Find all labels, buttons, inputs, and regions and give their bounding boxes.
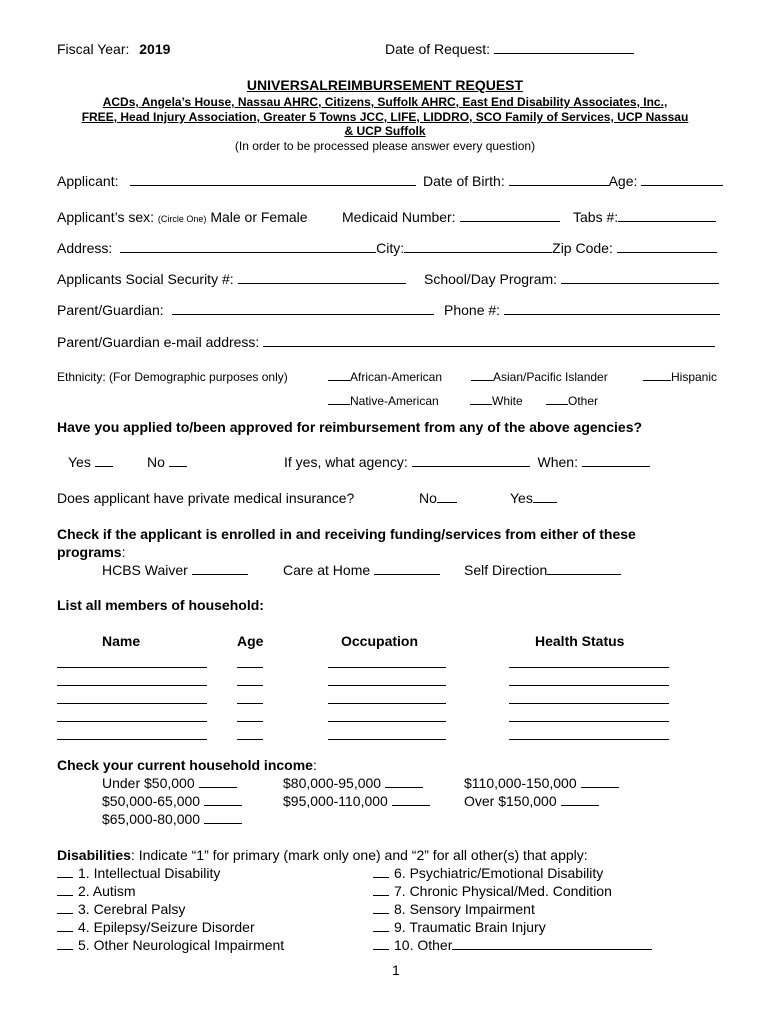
agency-label: If yes, what agency:	[284, 454, 408, 470]
phone-field[interactable]	[504, 314, 720, 315]
program-care-at-home[interactable]: Care at Home	[283, 562, 440, 578]
tabs-field[interactable]	[618, 221, 716, 222]
disability-option[interactable]	[373, 901, 535, 917]
applicant-field[interactable]	[130, 185, 416, 186]
income-option-65000-80000[interactable]: $65,000-80,000	[102, 811, 242, 827]
fiscal-year	[57, 41, 170, 57]
ethnicity-option-other[interactable]: Other	[546, 394, 598, 408]
school-row	[424, 271, 719, 287]
column-age: Age	[237, 633, 264, 649]
column-name: Name	[102, 633, 141, 649]
disability-other-field[interactable]	[452, 949, 652, 950]
ethnicity-option-asian[interactable]: Asian/Pacific Islander	[471, 370, 608, 384]
disability-option[interactable]	[57, 883, 136, 899]
phone-row	[444, 302, 720, 318]
disability-mark-field[interactable]	[373, 895, 389, 896]
income-option-110000-150000[interactable]: $110,000-150,000	[464, 775, 619, 791]
guardian-row	[57, 302, 434, 318]
household-health-status-field[interactable]	[509, 695, 669, 704]
agency-row	[284, 454, 650, 470]
guardian-email-field[interactable]	[263, 346, 715, 347]
household-occupation-field[interactable]	[328, 677, 446, 686]
zip-field[interactable]	[617, 252, 717, 253]
disability-option[interactable]	[373, 865, 603, 881]
household-name-field[interactable]	[57, 659, 207, 668]
disability-mark-field[interactable]	[57, 949, 73, 950]
disability-mark-field[interactable]	[57, 895, 73, 896]
ethnicity-option-hispanic[interactable]: Hispanic	[643, 370, 717, 384]
tabs-label: Tabs #:	[573, 209, 619, 225]
page-number: 1	[392, 962, 400, 978]
guardian-field[interactable]	[172, 314, 434, 315]
disability-option[interactable]	[373, 919, 546, 935]
disability-option[interactable]	[373, 937, 652, 953]
zip-label: Zip Code:	[552, 240, 613, 256]
medicaid-row	[342, 209, 560, 225]
income-heading: Check your current household income:	[57, 757, 317, 773]
sex-label: Applicant’s sex:	[57, 209, 155, 225]
applicant-label: Applicant:	[57, 173, 119, 189]
address-label: Address:	[57, 240, 113, 256]
instruction-text: (In order to be processed please answer every question)	[234, 139, 536, 153]
age-label: Age:	[608, 173, 638, 189]
ethnicity-label: Ethnicity: (For Demographic purposes only)	[57, 370, 288, 384]
disability-option[interactable]	[57, 937, 284, 953]
form-title: UNIVERSALREIMBURSEMENT REQUEST	[246, 77, 524, 93]
disabilities-heading: Disabilities: Indicate “1” for primary (mark only one) and “2” for all other(s) that apply:	[57, 847, 588, 863]
date-of-request-field[interactable]	[494, 53, 634, 54]
household-age-field[interactable]	[237, 731, 263, 740]
dob-field[interactable]	[509, 185, 609, 186]
medicaid-field[interactable]	[460, 221, 560, 222]
medicaid-label: Medicaid Number:	[342, 209, 456, 225]
disability-mark-field[interactable]	[373, 931, 389, 932]
applicant-row	[57, 173, 416, 189]
column-occupation: Occupation	[341, 633, 419, 649]
disability-option[interactable]	[57, 865, 220, 881]
household-occupation-field[interactable]	[328, 713, 446, 722]
disability-mark-field[interactable]	[57, 877, 73, 878]
sex-options[interactable]: Male or Female	[210, 209, 308, 225]
reimbursement-no[interactable]: No	[147, 454, 187, 470]
ethnicity-option-white[interactable]: White	[470, 394, 523, 408]
disability-label: 2. Autism	[78, 883, 136, 899]
disability-label: 3. Cerebral Palsy	[78, 901, 186, 917]
household-occupation-field[interactable]	[328, 659, 446, 668]
disability-label: 8. Sensory Impairment	[394, 901, 535, 917]
household-name-field[interactable]	[57, 677, 207, 686]
income-option-50000-65000[interactable]: $50,000-65,000	[102, 793, 242, 809]
address-field[interactable]	[120, 252, 376, 253]
disability-mark-field[interactable]	[57, 913, 73, 914]
disability-label: 7. Chronic Physical/Med. Condition	[394, 883, 612, 899]
phone-label: Phone #:	[444, 302, 501, 318]
ethnicity-option-native-american[interactable]: Native-American	[328, 394, 439, 408]
city-field[interactable]	[404, 252, 552, 253]
disability-label: 5. Other Neurological Impairment	[78, 937, 285, 953]
date-of-request-label: Date of Request:	[385, 41, 491, 57]
disability-mark-field[interactable]	[373, 913, 389, 914]
household-health-status-field[interactable]	[509, 659, 669, 668]
guardian-email-row	[57, 334, 715, 350]
agency-field[interactable]	[412, 466, 530, 467]
fiscal-year-label: Fiscal Year:	[57, 41, 130, 57]
guardian-label: Parent/Guardian:	[57, 302, 164, 318]
household-occupation-field[interactable]	[328, 695, 446, 704]
disability-mark-field[interactable]	[373, 877, 389, 878]
guardian-email-label: Parent/Guardian e-mail address:	[57, 334, 260, 350]
household-name-field[interactable]	[57, 731, 207, 740]
fiscal-year-value: 2019	[139, 41, 171, 57]
school-field[interactable]	[561, 283, 719, 284]
disability-label: 9. Traumatic Brain Injury	[394, 919, 546, 935]
dob-row	[423, 173, 723, 189]
agencies-line-3: & UCP Suffolk	[344, 124, 426, 138]
disability-option[interactable]	[57, 901, 185, 917]
household-name-field[interactable]	[57, 713, 207, 722]
reimbursement-question: Have you applied to/been approved for reimbursement from any of the above agencies?	[57, 419, 643, 435]
age-field[interactable]	[641, 185, 723, 186]
when-label: When:	[537, 454, 578, 470]
disability-label: 6. Psychiatric/Emotional Disability	[394, 865, 604, 881]
income-option-under-50000[interactable]: Under $50,000	[102, 775, 237, 791]
household-age-field[interactable]	[237, 695, 263, 704]
household-name-field[interactable]	[57, 695, 207, 704]
household-health-status-field[interactable]	[509, 713, 669, 722]
disability-label: 4. Epilepsy/Seizure Disorder	[78, 919, 255, 935]
household-health-status-field[interactable]	[509, 677, 669, 686]
column-health-status: Health Status	[535, 633, 625, 649]
household-heading: List all members of household:	[57, 597, 264, 613]
ssn-label: Applicants Social Security #:	[57, 271, 234, 287]
income-option-95000-110000[interactable]: $95,000-110,000	[283, 793, 430, 809]
school-label: School/Day Program:	[424, 271, 558, 287]
disability-option[interactable]	[57, 919, 255, 935]
household-occupation-field[interactable]	[328, 731, 446, 740]
programs-question-line-2: programs:	[57, 544, 126, 560]
ssn-row	[57, 271, 406, 287]
insurance-no[interactable]: No	[419, 490, 457, 506]
income-option-80000-95000[interactable]: $80,000-95,000	[283, 775, 423, 791]
household-age-field[interactable]	[237, 677, 263, 686]
insurance-question: Does applicant have private medical insurance?	[57, 490, 355, 506]
city-label: City:	[376, 240, 405, 256]
ethnicity-option-african-american[interactable]: African-American	[328, 370, 442, 384]
disability-mark-field[interactable]	[373, 949, 389, 950]
income-option-over-150000[interactable]: Over $150,000	[464, 793, 599, 809]
programs-question-line-1: Check if the applicant is enrolled in and receiving funding/services from either of these	[57, 526, 636, 542]
date-of-request	[385, 41, 634, 57]
disability-label: 1. Intellectual Disability	[78, 865, 221, 881]
dob-label: Date of Birth:	[423, 173, 505, 189]
ssn-field[interactable]	[238, 283, 406, 284]
insurance-yes[interactable]: Yes	[510, 490, 557, 506]
household-age-field[interactable]	[237, 659, 263, 668]
program-hcbs[interactable]: HCBS Waiver	[102, 562, 248, 578]
disability-option[interactable]	[373, 883, 612, 899]
agencies-line-1: ACDs, Angela’s House, Nassau AHRC, Citizens, Suffolk AHRC, East End Disability Associates, Inc.,	[102, 95, 668, 109]
address-row	[57, 240, 717, 256]
household-age-field[interactable]	[237, 713, 263, 722]
circle-one-note: (Circle One)	[157, 214, 207, 224]
tabs-row	[573, 209, 716, 225]
program-self-direction[interactable]: Self Direction	[464, 562, 621, 578]
agencies-line-2: FREE, Head Injury Association, Greater 5 Towns JCC, LIFE, LIDDRO, SCO Family of Services, UCP Nassau	[81, 110, 689, 124]
reimbursement-yes[interactable]: Yes	[68, 454, 113, 470]
disability-mark-field[interactable]	[57, 931, 73, 932]
when-field[interactable]	[582, 466, 650, 467]
disability-label: 10. Other	[394, 937, 453, 953]
household-health-status-field[interactable]	[509, 731, 669, 740]
sex-row	[57, 209, 308, 225]
